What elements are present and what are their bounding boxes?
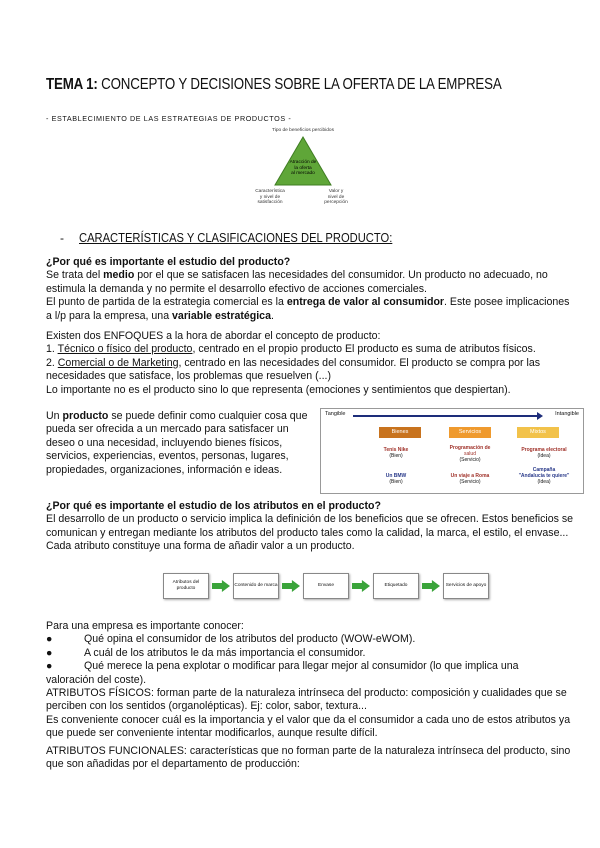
arrow-right-icon [282, 580, 300, 592]
funcionales-block [46, 745, 576, 772]
spectrum-right-label: Intangible [555, 411, 579, 417]
spectrum-cell: Tenis Nike (Bien) [383, 447, 409, 459]
spectrum-left-label: Tangible [325, 411, 346, 417]
tema-label: TEMA 1: [46, 76, 98, 93]
arrow-right-icon [422, 580, 440, 592]
definition-text: Un producto se puede definir como cualquier cosa que pueda ser ofrecida a un mercado para satisfacer un deseo o una necesidad, incluyendo bienes físicos, servicios, experiencias, eventos, personas, lugares, propiedades, organizaciones, información e ideas. [46, 410, 308, 476]
spectrum-header-servicios: Servicios [449, 427, 491, 438]
fisicos-para1: ATRIBUTOS FÍSICOS: forman parte de la naturaleza intrínseca del producto: composición y cualidades que se perciben con los sentidos (organolépticas). Ej: color, sabor, textura... [46, 687, 567, 713]
process-step-atributos: Atributos del producto [163, 573, 209, 599]
q2-block [46, 500, 576, 554]
process-step-etiquetado: Etiquetado [373, 573, 419, 599]
funcionales-para1: ATRIBUTOS FUNCIONALES: características que no forman parte de la naturaleza intrínseca del producto, sino que son añadidas por el departamento de producción: [46, 745, 571, 771]
subtitle: - ESTABLECIMIENTO DE LAS ESTRATEGIAS DE PRODUCTOS - [46, 114, 292, 123]
spectrum-header-mixtos: Mixtos [517, 427, 559, 438]
section-dash: - [60, 231, 64, 245]
triangle-left-3: satisfacción [257, 200, 283, 206]
process-step-envase: Envase [303, 573, 349, 599]
triangle-center-1: Atracción de [289, 160, 317, 165]
spectrum-cell: Un BMW (Bien) [385, 473, 407, 485]
enfoque-2: 2. Comercial o de Marketing, centrado en las necesidades del consumidor. El producto se compra por las necesidades que satisface, los problemas que resuelven (...) [46, 356, 541, 383]
enfoques-intro: Existen dos ENFOQUES a la hora de abordar el concepto de producto: [46, 330, 381, 342]
title-text: CONCEPTO Y DECISIONES SOBRE LA OFERTA DE LA EMPRESA [101, 76, 502, 93]
page-title [46, 76, 502, 94]
list-item: ● A cuál de los atributos le da más importancia el consumidor. [46, 646, 366, 659]
enfoques-closing: Lo importante no es el producto sino lo que representa (emociones y sentimientos que despiertan). [46, 383, 511, 396]
conocer-tail: valoración del coste). [46, 673, 147, 686]
tangibility-spectrum [320, 408, 584, 494]
q2-para2: Cada atributo constituye una forma de añadir valor a un producto. [46, 540, 355, 553]
spectrum-cell: Programa electoral (Idea) [521, 447, 567, 459]
triangle-right-3: percepción [324, 200, 348, 206]
attributes-process-flow [163, 573, 489, 599]
arrow-right-icon [212, 580, 230, 592]
fisicos-para2: Es conveniente conocer cuál es la importancia y el valor que da el consumidor a cada uno de estos atributos ya que puede ser conveniente intentar modificarlos, aunque resulte difícil. [46, 713, 571, 740]
q1-para2: El punto de partida de la estrategia comercial es la entrega de valor al consumidor. Este posee implicaciones a l/p para la empresa, una variable estratégica. [46, 296, 570, 322]
q1-block [46, 256, 576, 323]
spectrum-header-bienes: Bienes [379, 427, 421, 438]
list-item: ● Qué merece la pena explotar o modificar para llegar mejor al consumidor (lo que implica una [46, 660, 519, 673]
conocer-block [46, 620, 576, 741]
triangle-center-2: la oferta [294, 165, 312, 171]
spectrum-cell: Un viaje a Roma (Servicio) [450, 473, 490, 485]
list-item: ● Qué opina el consumidor de los atributos del producto (WOW-eWOM). [46, 633, 416, 646]
enfoques-block [46, 330, 576, 397]
section-title: CARACTERÍSTICAS Y CLASIFICACIONES DEL PRODUCTO: [79, 230, 393, 245]
spectrum-arrow [353, 412, 543, 420]
q2-question: ¿Por qué es importante el estudio de los atributos en el producto? [46, 500, 381, 512]
q1-question: ¿Por qué es importante el estudio del producto? [46, 256, 291, 268]
process-step-servicios: Servicios de apoyo [443, 573, 489, 599]
spectrum-cell: Programación de salud (Servicio) [449, 445, 491, 463]
triangle-right-1: Valor y [328, 189, 344, 194]
conocer-intro: Para una empresa es importante conocer: [46, 620, 244, 632]
q1-para1: Se trata del medio por el que se satisfacen las necesidades del consumidor. Un producto no adecuado, no estimula la demanda y no permite el desarrollo efectivo de acciones comerciales. [46, 269, 548, 295]
process-step-marca: Contenido de marca [233, 573, 279, 599]
triangle-top-label: Tipo de beneficios percibidos [272, 128, 334, 133]
definition-block [46, 410, 316, 477]
arrow-right-icon [352, 580, 370, 592]
q2-para1: El desarrollo de un producto o servicio implica la definición de los beneficios que se ofrecen. Estos beneficios se comunican y entregan mediante los atributos del producto tales como la calidad, la marca, el estilo, el envase... [46, 513, 574, 539]
spectrum-cell: Campaña "Andalucía te quiere" (Idea) [518, 467, 570, 485]
enfoque-1: 1. Técnico o físico del producto, centrado en el propio producto El producto es suma de atributos físicos. [46, 343, 536, 356]
triangle-left-1: Característica [255, 189, 285, 194]
triangle-left-2: y nivel de [259, 194, 281, 200]
triangle-right-2: nivel de [327, 194, 345, 200]
value-triangle-diagram [255, 128, 348, 218]
triangle-center-3: al mercado [291, 171, 315, 177]
